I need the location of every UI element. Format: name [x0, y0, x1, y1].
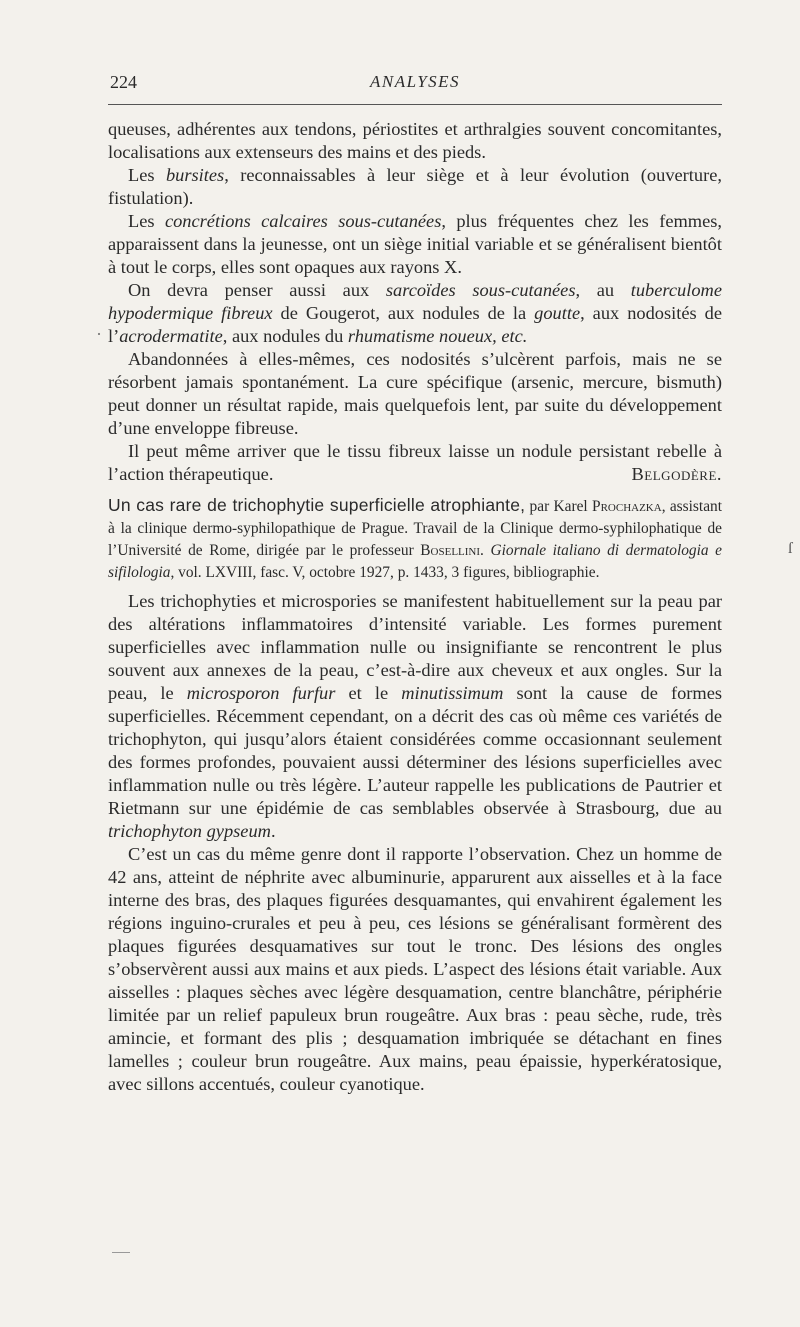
- review-signature: Belgodère.: [631, 464, 722, 484]
- paragraph-trichophyties: Les trichophyties et microspories se manifestent habituellement sur la peau par des altérations inflammatoires d’intensité variable. Les formes purement superficielles avec inflammation nulle ou insignifiante se rencontrent le plus souvent aux annexes de la peau, c’est-à-dire aux cheveux et aux ongles. Sur la peau, le microsporon furfur et le minutissimum sont la cause de formes superficielles. Récemment cependant, on a décrit des cas où même ces variétés de trichophyton, qui jusqu’alors étaient considérées comme occasionnant seulement des formes profondes, pouvaient aussi déterminer des lésions superficielles avec inflammation nulle ou très légère. L’auteur rappelle les publications de Pautrier et Rietmann sur une épidémie de cas semblables observée à Strasbourg, due au trichophyton gypseum.: [108, 591, 723, 841]
- running-header: [108, 72, 722, 96]
- professor-name: Bosellini: [420, 542, 481, 559]
- term-microsporon: microsporon furfur: [186, 683, 336, 703]
- journal-name: Giornale italiano di dermatologia e sifilologia: [108, 542, 722, 581]
- term-sarcoides: sarcoïdes sous-cutanées: [385, 280, 576, 300]
- article-heading: Un cas rare de trichophytie superficielle atrophiante, par Karel Prochazka, assistant à la clinique dermo-syphilopathique de Prague. Travail de la Clinique dermo-syphilophatique de l’Université de Rome, dirigée par le professeur Bosellini. Giornale italiano di dermatologia e sifilologia, vol. LXVIII, fasc. V, octobre 1927, p. 1433, 3 figures, bibliographie.: [108, 495, 722, 581]
- paragraph-continuation: queuses, adhérentes aux tendons, périostites et arthralgies souvent concomitantes, localisations aux extenseurs des mains et des pieds.: [108, 119, 722, 162]
- paragraph-conclusion: Il peut même arriver que le tissu fibreux laisse un nodule persistant rebelle à l’action thérapeutique. Belgodère.: [108, 441, 722, 484]
- term-goutte: goutte: [534, 303, 581, 323]
- term-concretions: concrétions calcaires sous-cutanées: [164, 211, 442, 231]
- paragraph-treatment: Abandonnées à elles-mêmes, ces nodosités s’ulcèrent parfois, mais ne se résorbent jamais spontanément. La cure spécifique (arsenic, mercure, bismuth) peut donner un résultat rapide, mais quelquefois lent, par suite du développement d’une enveloppe fibreuse.: [108, 349, 722, 438]
- term-trichophyton: trichophyton gypseum: [108, 821, 271, 841]
- margin-ink-mark: ſ: [788, 540, 793, 557]
- term-bursites: bursites: [165, 165, 225, 185]
- term-tuberculome: tuberculome hypodermique fibreux: [108, 280, 722, 323]
- article-body: [108, 590, 722, 1096]
- margin-dot-mark: ·: [96, 324, 102, 344]
- article-title: Un cas rare de trichophytie superficielle atrophiante,: [108, 495, 526, 515]
- stray-ink-mark: [112, 1252, 130, 1253]
- term-minutissimum: minutissimum: [401, 683, 504, 703]
- paragraph-concretions: Les concrétions calcaires sous-cutanées, plus fréquentes chez les femmes, apparaissent dans la jeunesse, ont un siège initial variable et se généralisent bientôt à tout le corps, elles sont opaques aux rayons X.: [108, 211, 723, 277]
- header-rule: [108, 104, 722, 105]
- paragraph-differential: On devra penser aussi aux sarcoïdes sous-cutanées, au tuberculome hypodermique fibreux de Gougerot, aux nodules de la goutte, aux nodosités de l’acrodermatite, aux nodules du rhumatisme noueux, etc.: [108, 280, 723, 346]
- paragraph-bursites: Les bursites, reconnaissables à leur siège et à leur évolution (ouverture, fistulation).: [108, 165, 722, 208]
- paragraph-observation: C’est un cas du même genre dont il rapporte l’observation. Chez un homme de 42 ans, atteint de néphrite avec albuminurie, apparurent aux aisselles et à la face interne des bras, des plaques figurées desquamantes, qui envahirent également les régions inguino-crurales et peu à peu, ces lésions se généralisant formèrent des plaques figurées desquamatives sur tout le tronc. Des lésions des ongles s’observèrent aussi aux mains et aux pieds. L’aspect des lésions était variable. Aux aisselles : plaques sèches avec légère desquamation, centre blanchâtre, périphérie limitée par un relief papuleux brun rougeâtre. Aux bras : peau sèche, rude, très amincie, et formant des plis ; desquamation imbriquée se détachant en fines lamelles ; couleur brun rougeâtre. Aux mains, peau épaissie, hyperkératosique, avec sillons accentués, couleur cyanotique.: [108, 844, 722, 1094]
- term-rhumatisme: rhumatisme noueux, etc.: [347, 326, 528, 346]
- term-acrodermatite: acrodermatite: [119, 326, 223, 346]
- article-author: Prochazka: [592, 498, 662, 515]
- page-content: [108, 118, 722, 1096]
- page-number: 224: [110, 72, 137, 92]
- section-title: ANALYSES: [369, 72, 461, 91]
